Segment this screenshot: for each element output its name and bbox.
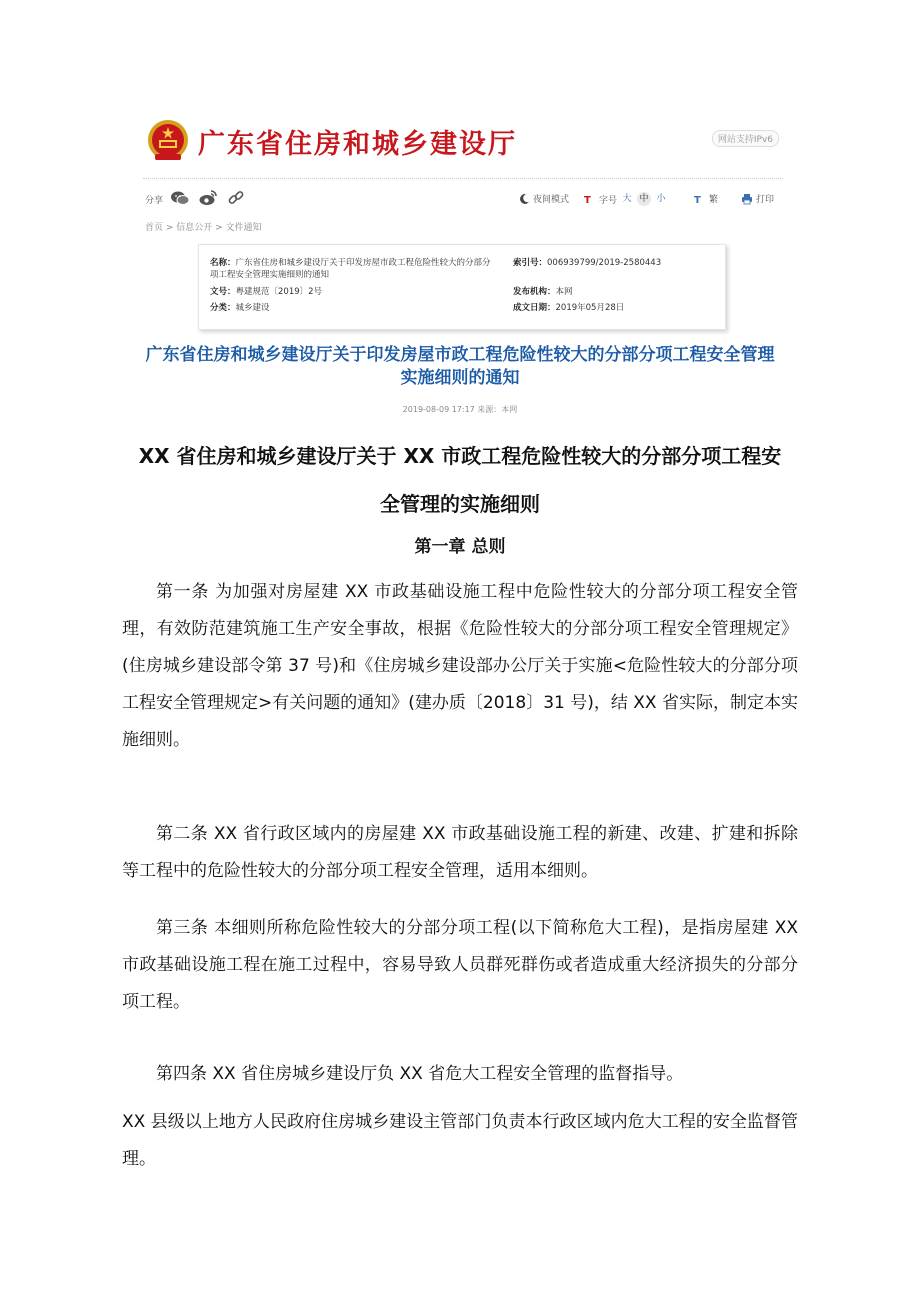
info-name-line1: 广东省住房和城乡建设厅关于印发房屋市政工程危险性较大的分部分	[235, 258, 491, 268]
info-date-label: 成文日期：	[513, 303, 556, 313]
traditional-icon	[694, 193, 706, 205]
info-date-value: 2019年05月28日	[555, 303, 625, 313]
info-index-label: 索引号：	[513, 258, 548, 268]
site-title[interactable]: 广东省住房和城乡建设厅	[198, 129, 517, 160]
moon-icon	[518, 193, 530, 205]
font-size-small-button[interactable]: 小	[656, 194, 666, 204]
printer-icon	[741, 193, 753, 205]
link-icon[interactable]	[226, 188, 246, 208]
info-docno	[210, 286, 322, 298]
national-emblem-icon	[145, 118, 191, 164]
info-category	[210, 302, 270, 314]
info-name-label: 名称：	[210, 258, 236, 268]
traditional-label: 繁	[709, 195, 719, 205]
font-size-large-button[interactable]: 大	[622, 194, 632, 204]
chapter-heading: 第一章 总则	[414, 537, 506, 557]
svg-text:T: T	[694, 194, 701, 205]
document-title-line1: XX 省住房和城乡建设厅关于 XX 市政工程危险性较大的分部分项工程安	[138, 444, 782, 468]
paragraph-article-1: 第一条 为加强对房屋建 XX 市政基础设施工程中危险性较大的分部分项工程安全管理，有效防范建筑施工生产安全事故，根据《危险性较大的分部分项工程安全管理规定》(住房城乡建设部令第 37 号)和《住房城乡建设部办公厅关于实施<危险性较大的分部分项工程安全管理规定>有关问题的通知》(建办质〔2018〕31 号)，结 XX 省实际，制定本实施细则。	[122, 582, 798, 750]
print-button[interactable]	[741, 192, 774, 205]
info-publisher-value: 本网	[555, 287, 573, 297]
info-index-value: 006939799/2019-2580443	[547, 258, 662, 268]
article-meta: 2019-08-09 17:17 来源：本网	[402, 405, 518, 414]
info-docno-label: 文号：	[210, 287, 236, 297]
paragraph-article-4-cont: XX 县级以上地方人民政府住房城乡建设主管部门负责本行政区域内危大工程的安全监督管理。	[122, 1112, 798, 1169]
wechat-icon[interactable]	[170, 188, 190, 208]
paragraph-article-4: 第四条 XX 省住房城乡建设厅负 XX 省危大工程安全管理的监督指导。	[156, 1064, 684, 1084]
info-category-value: 城乡建设	[235, 303, 270, 313]
weibo-icon[interactable]	[198, 188, 218, 208]
document-info-box	[198, 244, 726, 330]
toolbar	[143, 188, 783, 210]
share-label: 分享	[145, 196, 164, 206]
night-mode-label: 夜间模式	[533, 195, 570, 205]
info-date	[513, 302, 624, 314]
document-title-line2: 全管理的实施细则	[380, 492, 540, 516]
document-title	[122, 432, 798, 528]
traditional-chinese-button[interactable]	[694, 192, 718, 205]
info-publisher	[513, 286, 573, 298]
svg-text:T: T	[584, 195, 591, 205]
info-index	[513, 257, 661, 269]
article-title: 广东省住房和城乡建设厅关于印发房屋市政工程危险性较大的分部分项工程安全管理实施细则的通知	[145, 345, 775, 388]
night-mode-button[interactable]	[518, 192, 569, 205]
header-divider	[143, 178, 783, 179]
info-name-line2: 项工程安全管理实施细则的通知	[210, 270, 330, 280]
ipv6-badge: 网站支持IPv6	[712, 130, 779, 147]
print-label: 打印	[756, 195, 775, 205]
share-icons	[170, 188, 246, 208]
font-size-label: 字号	[599, 195, 618, 206]
info-category-label: 分类：	[210, 303, 236, 313]
paragraph-article-2: 第二条 XX 省行政区域内的房屋建 XX 市政基础设施工程的新建、改建、扩建和拆除等工程中的危险性较大的分部分项工程安全管理，适用本细则。	[122, 824, 798, 881]
info-name	[210, 257, 500, 281]
site-header	[143, 118, 783, 168]
breadcrumb[interactable]: 首页 > 信息公开 > 文件通知	[145, 223, 262, 233]
font-size-medium-button[interactable]: 中	[637, 192, 651, 206]
paragraph-article-3: 第三条 本细则所称危险性较大的分部分项工程(以下简称危大工程)，是指房屋建 XX 市政基础设施工程在施工过程中，容易导致人员群死群伤或者造成重大经济损失的分部分项工程。	[122, 918, 798, 1012]
info-publisher-label: 发布机构：	[513, 287, 556, 297]
font-size-control	[584, 192, 668, 206]
info-docno-value: 粤建规范〔2019〕2号	[235, 287, 323, 297]
font-size-icon	[584, 193, 596, 205]
